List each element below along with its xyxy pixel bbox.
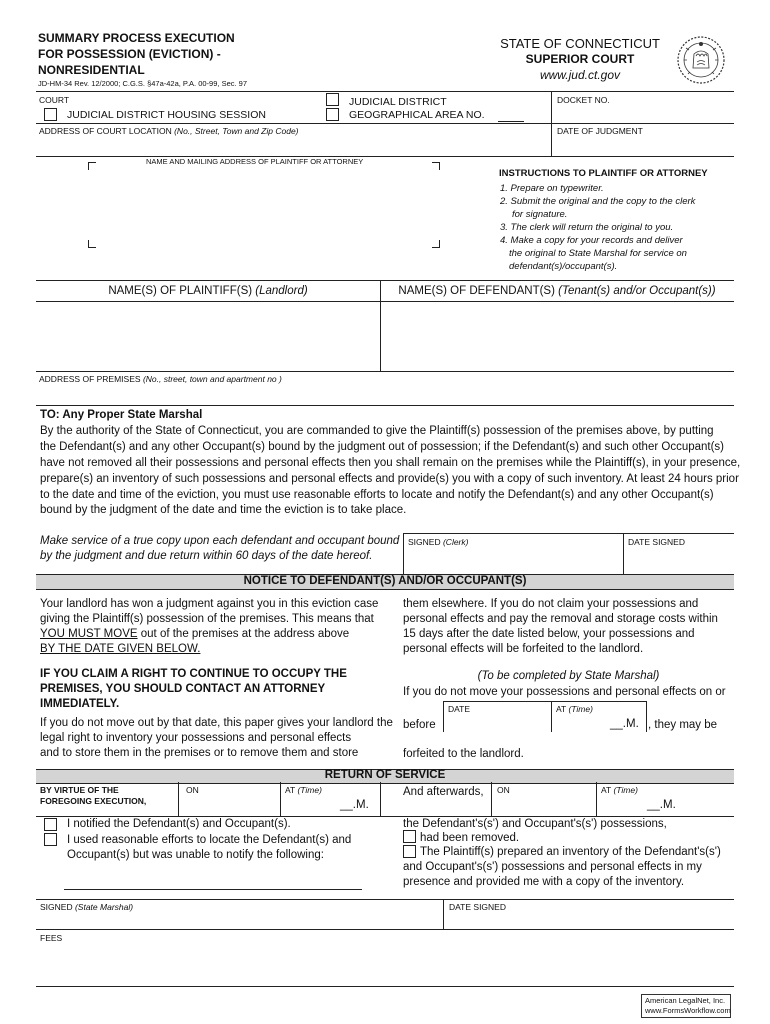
notice-left-line-7: and to store them in the premises or to remove them and store: [40, 747, 359, 759]
notified-label: I notified the Defendant(s) and Occupant(s).: [67, 818, 291, 830]
housing-session-checkbox[interactable]: [44, 108, 57, 121]
address-label: ADDRESS OF COURT LOCATION (No., Street, Town and Zip Code): [39, 126, 299, 136]
corner-mark-tr-icon: [432, 162, 440, 170]
court-label: COURT: [39, 95, 70, 105]
return-am-pm: __.M.: [340, 799, 369, 811]
parties-header-rule: [36, 301, 734, 302]
claim-line-1: IF YOU CLAIM A RIGHT TO CONTINUE TO OCCUPY THE: [40, 668, 347, 680]
unable-notify-names-field[interactable]: [64, 866, 362, 888]
return-at-divider: [280, 782, 281, 816]
possessions-line-1: the Defendant's(s') and Occupant's(s') possessions,: [403, 818, 667, 830]
return-date-field[interactable]: [181, 796, 277, 814]
afterwards-label: And afterwards,: [403, 786, 484, 798]
date-judgment-label: DATE OF JUDGMENT: [557, 126, 643, 136]
efforts-line-1: I used reasonable efforts to locate the Defendant(s) and: [67, 834, 352, 846]
housing-session-label: JUDICIAL DISTRICT HOUSING SESSION: [67, 109, 266, 121]
premises-top-rule: [36, 371, 734, 372]
afterwards-at-label: AT (Time): [601, 785, 638, 795]
return-on2-divider: [491, 782, 492, 816]
instruction-4c: defendant(s)/occupant(s).: [509, 261, 618, 272]
corner-mark-br-icon: [432, 240, 440, 248]
marshal-signature-field[interactable]: [38, 912, 440, 928]
notice-right-line-4: personal effects will be forfeited to the landlord.: [403, 643, 644, 655]
unable-notify-checkbox[interactable]: [44, 833, 57, 846]
corner-mark-tl-icon: [88, 162, 96, 170]
plaintiff-names-field[interactable]: [38, 304, 376, 368]
premises-label: ADDRESS OF PREMISES (No., street, town and apartment no ): [39, 374, 282, 384]
instruction-2b: for signature.: [512, 209, 568, 220]
inventory-checkbox[interactable]: [403, 845, 416, 858]
claim-line-2: PREMISES, YOU SHOULD CONTACT AN ATTORNEY: [40, 683, 326, 695]
command-line-4: prepare(s) an inventory of such possessions and personal effects and provide(s) you with a copy of such inventory. At least 24 hours prior: [40, 473, 739, 485]
premises-field[interactable]: [38, 385, 732, 403]
marshal-note: (To be completed by State Marshal): [477, 670, 660, 682]
inventory-line-2: and Occupant's(s') possessions and personal effects in my: [403, 861, 702, 873]
ga-number-field[interactable]: [498, 121, 524, 122]
removed-checkbox[interactable]: [403, 830, 416, 843]
command-line-2: the Defendant(s) and any other Occupant(s) bound by the judgment out of possession; if the Defendant(s) and such other Occupant(s): [40, 441, 725, 453]
notice-left-line-2: giving the Plaintiff(s) possession of the premises. This means that: [40, 613, 374, 625]
notice-right-line-3: 15 days after the date listed below, your possessions and: [403, 628, 695, 640]
notified-checkbox[interactable]: [44, 818, 57, 831]
afterwards-date-field[interactable]: [494, 796, 593, 814]
marshal-sign-top-rule: [36, 899, 734, 900]
before-label: before: [403, 719, 436, 731]
move-date-box-top: [443, 701, 646, 702]
premises-bottom-rule: [36, 405, 734, 406]
instruction-4: 4. Make a copy for your records and deliver: [500, 235, 683, 246]
judicial-district-label: JUDICIAL DISTRICT: [349, 96, 447, 108]
clerk-date-signed-label: DATE SIGNED: [628, 537, 685, 547]
virtue-line-2: FOREGOING EXECUTION,: [40, 796, 147, 806]
state-name: STATE OF CONNECTICUT: [500, 36, 660, 51]
efforts-line-2: Occupant(s) but was unable to notify the following:: [67, 849, 324, 861]
fees-field[interactable]: [38, 944, 732, 984]
defendant-names-field[interactable]: [383, 304, 731, 368]
virtue-line-1: BY VIRTUE OF THE: [40, 785, 119, 795]
move-date-label: DATE: [448, 704, 471, 714]
docket-label: DOCKET NO.: [557, 95, 610, 105]
signed-box-top: [403, 533, 734, 534]
notice-title: NOTICE TO DEFENDANT(S) AND/OR OCCUPANT(S): [243, 575, 527, 587]
corner-mark-bl-icon: [88, 240, 96, 248]
return-time-field[interactable]: [283, 796, 338, 814]
instruction-1: 1. Prepare on typewriter.: [500, 183, 604, 194]
return-at-label: AT (Time): [285, 785, 322, 795]
marshal-sign-divider: [443, 899, 444, 929]
notice-left-line-4: BY THE DATE GIVEN BELOW.: [40, 643, 201, 655]
move-time-label: AT (Time): [556, 704, 593, 714]
address-row-rule: [36, 156, 734, 157]
signed-box-left: [403, 533, 404, 574]
website: www.jud.ct.gov: [539, 68, 621, 82]
return-left-right-divider: [380, 782, 381, 816]
form-title-line3: NONRESIDENTIAL: [38, 63, 145, 77]
command-line-6: bound by the judgment of the date and time the eviction is to take place.: [40, 504, 407, 516]
possessions-line-2: had been removed.: [420, 832, 520, 844]
form-title-line2: FOR POSSESSION (EVICTION) -: [38, 47, 221, 61]
notice-left-line-6: legal right to inventory your possessions and personal effects: [40, 732, 352, 744]
clerk-signature-field[interactable]: [406, 549, 620, 571]
geographical-area-checkbox[interactable]: [326, 108, 339, 121]
defendant-names-label: NAME(S) OF DEFENDANT(S) (Tenant(s) and/or Occupant(s)): [398, 285, 716, 297]
parties-top-rule: [36, 280, 734, 281]
service-line-2: by the judgment and due return within 60 days of the date hereof.: [40, 550, 373, 562]
plaintiff-address-label: NAME AND MAILING ADDRESS OF PLAINTIFF OR ATTORNEY: [146, 157, 364, 166]
fees-label: FEES: [40, 933, 63, 943]
move-date-box-mid: [551, 701, 552, 732]
notice-left-line-5: If you do not move out by that date, this paper gives your landlord the: [40, 717, 393, 729]
instruction-4b: the original to State Marshal for service on: [509, 248, 687, 259]
state-seal-icon: [676, 34, 726, 86]
geographical-area-label: GEOGRAPHICAL AREA NO.: [349, 109, 485, 121]
bottom-rule: [36, 986, 734, 987]
move-date-box-left: [443, 701, 444, 732]
signed-box-divider: [623, 533, 624, 574]
notice-right-line-1: them elsewhere. If you do not claim your possessions and: [403, 598, 699, 610]
return-title: RETURN OF SERVICE: [324, 769, 446, 781]
move-date-field[interactable]: [446, 715, 548, 731]
top-rule: [36, 91, 734, 92]
return-on-divider: [178, 782, 179, 816]
claim-line-3: IMMEDIATELY.: [40, 698, 120, 710]
command-to: TO: Any Proper State Marshal: [40, 409, 203, 421]
inventory-line-1: The Plaintiff(s) prepared an inventory of the Defendant's(s'): [420, 846, 721, 858]
inventory-line-3: presence and provided me with a copy of the inventory.: [403, 876, 685, 888]
instruction-2: 2. Submit the original and the copy to the clerk: [500, 196, 696, 207]
afterwards-time-field[interactable]: [599, 796, 645, 814]
clerk-signed-label: SIGNED (Clerk): [408, 537, 469, 547]
plaintiff-names-label: NAME(S) OF PLAINTIFF(S) (Landlord): [108, 285, 308, 297]
afterwards-on-label: ON: [497, 785, 510, 795]
afterwards-am-pm: __.M.: [647, 799, 676, 811]
service-line-1: Make service of a true copy upon each defendant and occupant bound: [40, 535, 400, 547]
move-am-pm: __.M.: [610, 718, 639, 730]
notice-right-line-2: personal effects and pay the removal and storage costs within: [403, 613, 718, 625]
footer-line-2: www.FormsWorkflow.com: [645, 1006, 731, 1015]
they-may-be: , they may be: [648, 719, 718, 731]
plaintiff-address-field[interactable]: [100, 170, 425, 240]
instructions-title: INSTRUCTIONS TO PLAINTIFF OR ATTORNEY: [499, 168, 708, 179]
return-on-label: ON: [186, 785, 199, 795]
footer-line-1: American LegalNet, Inc.: [645, 996, 726, 1005]
move-time-field[interactable]: [554, 715, 608, 731]
notice-left-line-3: YOU MUST MOVE out of the premises at the address above: [40, 628, 350, 640]
judicial-district-checkbox[interactable]: [326, 93, 339, 106]
command-line-3: have not removed all their possessions and personal effects then you shall remain on the premises while the Plaintiff(s), in your presence,: [40, 457, 741, 469]
marshal-signed-label: SIGNED (State Marshal): [40, 902, 134, 912]
fees-top-rule: [36, 929, 734, 930]
command-line-1: By the authority of the State of Connecticut, you are commanded to give the Plaintiff(s) possession of the premises above, by putting: [40, 425, 714, 437]
form-title-line1: SUMMARY PROCESS EXECUTION: [38, 31, 235, 45]
unable-notify-line: [64, 889, 362, 890]
notice-right-line-5: If you do not move your possessions and personal effects on or: [403, 686, 726, 698]
court-name: SUPERIOR COURT: [525, 52, 635, 66]
return-row-rule: [36, 816, 734, 817]
clerk-date-field[interactable]: [626, 549, 731, 571]
command-line-5: to the date and time of the eviction, you must use reasonable efforts to locate and notify the Defendant(s) and any other Occupant(s): [40, 489, 714, 501]
marshal-date-signed-label: DATE SIGNED: [449, 902, 506, 912]
marshal-date-field[interactable]: [446, 912, 731, 928]
instruction-3: 3. The clerk will return the original to you.: [500, 222, 674, 233]
return-at2-divider: [596, 782, 597, 816]
form-id: JD-HM-34 Rev. 12/2000; C.G.S. §47a-42a, P.A. 00-99, Sec. 97: [38, 79, 248, 88]
forfeited-label: forfeited to the landlord.: [403, 748, 524, 760]
court-row-rule: [36, 123, 734, 124]
move-date-box-right: [646, 701, 647, 732]
notice-left-line-1: Your landlord has won a judgment against you in this eviction case: [40, 598, 379, 610]
